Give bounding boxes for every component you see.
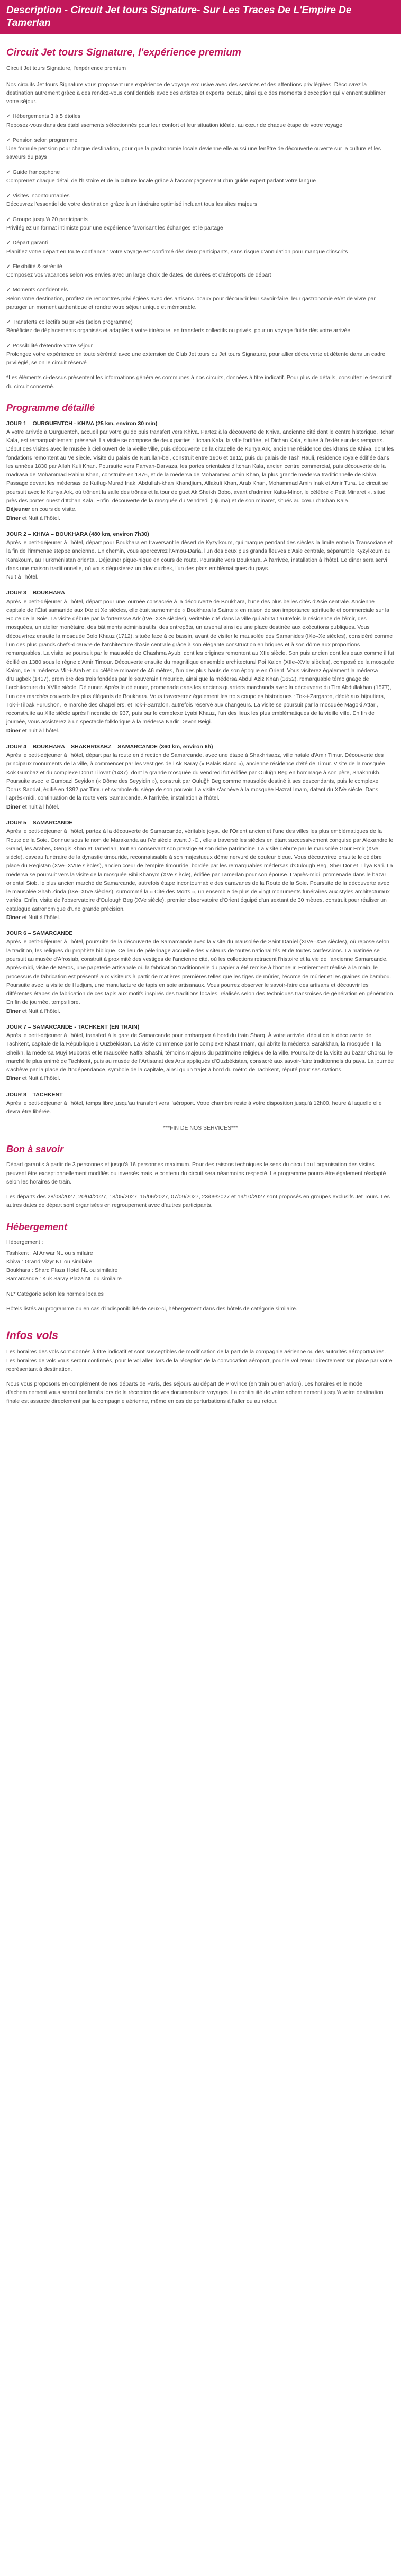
feature-item: [6, 342, 395, 368]
feature-description: Comprenez chaque détail de l'histoire et de la culture locale grâce à l'accompagnement d'un guide expert parlant votre langue: [6, 177, 316, 184]
feature-title: ✓ Hébergements 3 à 5 étoiles: [6, 113, 81, 120]
feature-item: [6, 286, 395, 311]
feature-title: ✓ Flexibilité & sérénité: [6, 263, 62, 270]
feature-title: ✓ Départ garanti: [6, 240, 48, 246]
hebergement-intro: Hébergement :: [6, 1239, 43, 1246]
bon-a-savoir-paragraph: Départ garantis à partir de 3 personnes et jusqu'à 16 personnes maximum. Pour des raisons techniques le sens du circuit ou l'organisation des visites peuvent être exceptionnellement modifiés ou inversés mais le contenu du circuit sera néanmoins respecté. Le programme pourra être également réadapté selon les horaires de train.: [6, 1161, 386, 1185]
feature-title: ✓ Visites incontournables: [6, 192, 70, 199]
day-description: Après le petit-déjeuner à l'hôtel, départ pour une journée consacrée à la découverte de Boukhara, l'une des plus belles cités d'Asie centrale. Ancienne capitale de l'État samanide aux IXe et Xe siècles, elle était surnommée « Boukhara la Sainte » en raison de son importance spirituelle et commerciale sur la Route de la Soie. La visite débute par la forteresse Ark (IVe–XXe siècles), véritable cité dans la ville qui abritait autrefois la résidence de l'émir, des mosquées, un atelier monétaire, des bâtiments administratifs, des entrepôts, un arsenal ainsi qu'une place destinée aux exécutions publiques. Vous découvrirez ensuite la mosquée Bolo Khauz (1712), située face à ce bassin, avant de visiter le mausolée des Samanides (IXe–Xe siècles), considéré comme l'un des plus grands chefs-d'œuvre de l'architecture d'Asie centrale grâce à son élégante construction en briques et à son dôme aux proportions remarquables. La visite se poursuit par le mausolée de Chashma Ayub, dont les origines remontent au XIIe siècle. Son puis ancien dont les eaux comme il fut édifié en 1380 sous le règne d'Amir Timour. Découverte ensuite du magnifique ensemble architectural Poi Kalon (XIIe–XVIe siècles), composé de la mosquée Kalon, de la médersa Mir-i-Arab et du célèbre minaret de 46 mètres, l'un des plus hauts de son époque en Orient. Vous visiterez également la médersa d'Ulugbek (1417), première des trois fondées par le souverain timouride, ainsi que la médersa Abdul Aziz Khan (1652), remarquable témoignage de l'architecture du XVIIe siècle. Déjeuner. Après le déjeuner, promenade dans les anciens quartiers marchands avec la découverte du Tim Abdullakhan (1577), l'un des marchés couverts les plus élégants de Boukhara. Vous traverserez également les trois coupoles historiques : Tok-i-Zargaron, dédié aux bijoutiers, Tok-i-Tilpak Furushon, le marché des chapeliers, et Tok-i-Sarrafon, autrefois réservé aux changeurs. La visite se poursuit par la mosquée Magoki Attari, reconstruite au XIIe siècle après l'incendie de 937, puis par le complexe Lyabi Khauz, l'un des lieux les plus emblématiques de la vieille ville. En fin de journée, vous assisterez à un spectacle folklorique à la médersa Nadir Devon Beigi.: [6, 598, 394, 726]
day-title: JOUR 2 – KHIVA – BOUKHARA (480 km, environ 7h30): [6, 530, 149, 537]
meal-label: Dîner: [6, 914, 21, 921]
hotel-item: Samarcande : Kuk Saray Plaza NL ou similaire: [6, 1276, 122, 1282]
features-note: *Les éléments ci-dessus présentent les informations générales communes à nos circuits, données à titre indicatif. Pour plus de détails, consultez le descriptif du circuit concerné.: [6, 374, 392, 390]
meal-label: Dîner: [6, 727, 21, 734]
day-block: [6, 530, 395, 582]
description-banner: Description - Circuit Jet tours Signature- Sur Les Traces De L'Empire De Tamerlan: [0, 0, 401, 34]
meal-text: et nuit à l'hôtel.: [20, 727, 60, 734]
feature-description: Une formule pension pour chaque destination, pour que la gastronomie locale devienne elle aussi une fenêtre de découverte ouverte sur la culture et les saveurs du pays: [6, 145, 381, 161]
programme-days: [6, 419, 395, 1116]
day-title: JOUR 7 – SAMARCANDE - TACHKENT (EN TRAIN): [6, 1023, 140, 1030]
meal-label: Dîner: [6, 1075, 21, 1082]
meal-line: [6, 514, 395, 522]
hebergement-note-2: Hôtels listés au programme ou en cas d'indisponibilité de ceux-ci, hébergement dans des hôtels de catégorie similaire.: [6, 1305, 298, 1312]
feature-item: [6, 136, 395, 162]
meal-text: et Nuit à l'hôtel.: [20, 914, 60, 921]
page-title: Circuit Jet tours Signature, l'expérience premium: [6, 47, 241, 58]
bon-a-savoir-section: [6, 1160, 395, 1209]
hotel-list: [6, 1249, 395, 1284]
hebergement-title: Hébergement: [6, 1221, 68, 1232]
feature-item: [6, 318, 395, 335]
meal-text: et Nuit à l'hôtel.: [20, 1075, 60, 1082]
day-title: JOUR 5 – SAMARCANDE: [6, 820, 73, 827]
meal-line: [6, 803, 395, 811]
day-block: [6, 819, 395, 922]
feature-description: Privilégiez un format intimiste pour une expérience favorisant les échanges et le partage: [6, 225, 223, 232]
intro-subtitle: Circuit Jet tours Signature, l'expérience premium: [6, 65, 126, 72]
meal-line: [6, 573, 395, 581]
infos-vols-section: [6, 1347, 395, 1406]
day-title: JOUR 1 – OURGUENTCH - KHIVA (25 km, environ 30 min): [6, 420, 158, 427]
meal-label: Dîner: [6, 1007, 21, 1014]
meal-label: Dîner: [6, 515, 21, 521]
day-description: Après le petit-déjeuner à l'hôtel, poursuite de la découverte de Samarcande avec la visite du mausolée de Saint Daniel (XIVe–XVe siècles), où repose selon la tradition, les reliques du prophète biblique. Ce lieu de pèlerinage accueille des visiteurs de toutes nationalités et de toutes confessions. La matinée se poursuit au musée d'Afrosiab, construit à proximité des vestiges de l'ancienne cité, où les collections retracent l'histoire et la vie de l'ancienne Samarcande. Après-midi, visite de Meros, une papeterie artisanale où la fabrication traditionnelle du papier a été remise à l'honneur. Entièrement réalisé à la main, le processus de fabrication est présenté aux visiteurs à partir de matières premières telles que les tiges de mûrier, l'écorce de mûrier et les graines de bambou. Poursuite avec la visite de Hudjum, une manufacture de tapis en soie artisanaux. Vous pourrez observer le savoir-faire des artisans et découvrir les différentes étapes de fabrication de ces tapis aux motifs inspirés des traditions locales, réalisés selon des techniques transmises de génération en génération. En fin de journée, temps libre.: [6, 939, 395, 1006]
day-title: JOUR 4 – BOUKHARA – SHAKHRISABZ – SAMARCANDE (360 km, environ 6h): [6, 743, 213, 750]
hotel-item: Boukhara : Sharq Plaza Hotel NL ou similaire: [6, 1267, 118, 1274]
feature-description: Composez vos vacances selon vos envies avec un large choix de dates, de durées et d'aéroports de départ: [6, 272, 271, 279]
meal-text: et Nuit à l'hôtel.: [20, 1007, 60, 1014]
feature-description: Reposez-vous dans des établissements sélectionnés pour leur confort et leur situation idéale, au cœur de chaque étape de votre voyage: [6, 122, 343, 129]
day-description: Après le petit-déjeuner à l'hôtel, temps libre jusqu'au transfert vers l'aéroport. Votre chambre reste à votre disposition jusqu'à 12h00, heure à laquelle elle devra être libérée.: [6, 1099, 382, 1115]
day-description: Après le petit-déjeuner à l'hôtel, départ par la route en direction de Samarcande, avec une étape à Shakhrisabz, ville natale d'Amir Timur. Découverte des principaux monuments de la ville, à commencer par les vestiges de l'Ak Saray (« Palais Blanc »), ancienne résidence d'été de Timur. Visite de la mosquée Kok Gumbaz et du complexe Dorut Tilovat (1437), dont la grande mosquée du vendredi fut édifiée par Ouluğh Beg en hommage à son père, Shakhrukh. Poursuite avec le Gumbazi Seyidon (« Dôme des Seyyidin »), construit par Ouluğh Beg comme mausolée destiné à ses descendants, puis le complexe Dorus Saodat, édifié en 1392 par Timur et symbole du siège de son pouvoir. La visite s'achève à la mosquée Hazrat Imam, datant du XIVe siècle. Dans l'après-midi, continuation de la route vers Samarcande. À l'arrivée, installation à l'hôtel.: [6, 752, 385, 802]
meal-line: [6, 505, 395, 514]
feature-description: Planifiez votre départ en toute confiance : votre voyage est confirmé dès deux participants, sans risque d'annulation pour manque d'inscrits: [6, 248, 348, 255]
meal-text: et Nuit à l'hôtel.: [20, 515, 60, 521]
meal-line: [6, 1007, 395, 1015]
day-title: JOUR 6 – SAMARCANDE: [6, 930, 73, 937]
feature-item: [6, 239, 395, 256]
day-block: [6, 589, 395, 735]
meal-text: Nuit à l'hôtel.: [6, 574, 39, 581]
feature-title: ✓ Pension selon programme: [6, 136, 78, 143]
content: [0, 34, 401, 1406]
day-title: JOUR 3 – BOUKHARA: [6, 590, 65, 597]
infos-vols-paragraph: Les horaires des vols sont donnés à titre indicatif et sont susceptibles de modification de la part de la compagnie aérienne ou des autorités aéroportuaires. Les horaires de vols vous seront confirmés, pour le vol aller, lors de la réception de la convocation aéroport, pour le vol retour directement sur place par votre représentant à destination.: [6, 1349, 393, 1372]
feature-description: Découvrez l'essentiel de votre destination grâce à un itinéraire optimisé incluant tous les sites majeurs: [6, 201, 258, 208]
feature-title: ✓ Guide francophone: [6, 169, 60, 176]
bon-a-savoir-title: Bon à savoir: [6, 1143, 64, 1154]
feature-item: [6, 191, 395, 209]
feature-item: [6, 168, 395, 186]
day-block: [6, 1023, 395, 1083]
infos-vols-paragraph: Nous vous proposons en complément de nos départs de Paris, des séjours au départ de Province (en train ou en avion). Les horaires et le mode d'acheminement vous seront confirmés lors de la réception de vos documents de voyages. La continuité de votre acheminement jusqu'à votre destination finale est assurée directement par la compagnie aérienne, même en cas de perturbations à l'aller ou au retour.: [6, 1381, 384, 1405]
meal-line: [6, 913, 395, 922]
meal-text: en cours de visite.: [30, 506, 77, 513]
day-title: JOUR 8 – TACHKENT: [6, 1091, 63, 1098]
meal-label: Dîner: [6, 803, 21, 810]
intro-paragraph: Nos circuits Jet tours Signature vous proposent une expérience de voyage exclusive avec des services et des attentions privilégiées. Découvrez la destination autrement grâce à des rendez-vous confidentiels avec des artistes et experts locaux, ainsi que des moments d'exception qui viennent sublimer votre séjour.: [6, 81, 386, 105]
day-block: [6, 929, 395, 1015]
bon-a-savoir-paragraph: Les départs des 28/03/2027, 20/04/2027, 18/05/2027, 15/06/2027, 07/09/2027, 23/09/2027 et 19/10/2027 sont proposés en groupes exclusifs Jet Tours. Les autres dates de départ sont organisées en regroupement avec d'autres participants.: [6, 1194, 390, 1209]
day-block: [6, 742, 395, 811]
feature-description: Bénéficiez de déplacements organisés et adaptés à votre itinéraire, en transferts collectifs ou privés, pour un voyage fluide dès votre arrivée: [6, 327, 351, 334]
day-block: [6, 1090, 395, 1116]
programme-title: Programme détaillé: [6, 402, 95, 413]
day-description: Après le petit-déjeuner à l'hôtel, transfert à la gare de Samarcande pour embarquer à bord du train Sharq. À votre arrivée, début de la découverte de Tachkent, capitale de la République d'Ouzbékistan. La visite commence par le complexe Khast Imam, qui abrite la médersa Barakkhan, la mosquée Tilla Sheikh, la médersa Muyi Muborak et le mausolée Kaffal Shashi, témoins majeurs du patrimoine religieux de la ville. Poursuite de la visite au bazar Chorsu, le marché le plus animé de Tachkent, puis au musée de l'Artisanat des Arts appliqués d'Ouzbékistan, consacré aux savoir-faire traditionnels du pays. La journée s'achève par la place de l'Indépendance, symbole de la capitale, ainsi qu'un trajet à bord du métro de Tachkent, réputé pour ses stations.: [6, 1032, 394, 1074]
day-description: Après le petit-déjeuner à l'hôtel, partez à la découverte de Samarcande, véritable joyau de l'Orient ancien et l'une des villes les plus emblématiques de la Route de la Soie. Connue sous le nom de Marakanda au IVe siècle avant J.-C., elle a traversé les siècles en étant successivement conquise par Alexandre le Grand, les Arabes, Gengis Khan et Tamerlan, tout en conservant son prestige et son riche patrimoine. La visite débute par le mausolée Gour Emir (XVe siècle), caveau funéraire de la dynastie timouride, reconnaissable à son majestueux dôme nervuré de couleur bleue. Vous découvrirez ensuite le célèbre place du Registan (XVe–XVIIe siècles), ancien cœur de l'empire timouride, bordée par les remarquables médersas d'Oulough Beg, Sher Dor et Tillya Kari. La médersa se poursuit vers la visite de la mosquée Bibi Khanym (XVe siècle), édifiée par Tamerlan pour son épouse. L'après-midi, promenade dans le bazar oriental Siob, le plus ancien marché de Samarcande, autrefois étape incontournable des caravanes de la Route de la Soie. Poursuite de la découverte avec le mausolée Shah Zinda (IXe–XIVe siècles), surnommé la « Cité des Morts », un ensemble de plus de vingt monuments funéraires aux styles architecturaux variés. Enfin, visite de l'observatoire d'Oulough Beg (XVe siècle), premier observatoire d'Orient équipé d'un sextant de 30 mètres, construit pour réaliser un catalogue astronomique d'une grande précision.: [6, 828, 394, 912]
hotel-item: Tashkent : Al Anwar NL ou similaire: [6, 1250, 93, 1257]
feature-list: [6, 112, 395, 367]
feature-item: [6, 112, 395, 130]
feature-item: [6, 262, 395, 280]
feature-title: ✓ Groupe jusqu'à 20 participants: [6, 216, 88, 223]
hotel-item: Khiva : Grand Vizyr NL ou similaire: [6, 1258, 93, 1265]
feature-item: [6, 215, 395, 233]
meal-line: [6, 1074, 395, 1083]
feature-description: Prolongez votre expérience en toute sérénité avec une extension de Club Jet tours ou Jet tours Signature, pour allier découverte et détente dans un cadre privilégié, selon le circuit réservé: [6, 351, 386, 366]
meal-label: Déjeuner: [6, 506, 30, 513]
feature-title: ✓ Possibilité d'étendre votre séjour: [6, 342, 93, 349]
day-block: [6, 419, 395, 522]
feature-description: Selon votre destination, profitez de rencontres privilégiées avec des artisans locaux pour découvrir leur savoir-faire, leur gastronomie et/et de vivre par partager un moment authentique et rendre votre séjour unique et mémorable.: [6, 295, 376, 310]
hebergement-note: NL* Catégorie selon les normes locales: [6, 1290, 104, 1297]
feature-title: ✓ Transferts collectifs ou privés (selon programme): [6, 319, 133, 326]
infos-vols-title: Infos vols: [6, 1330, 59, 1342]
end-of-services: ***FIN DE NOS SERVICES***: [163, 1124, 238, 1131]
feature-title: ✓ Moments confidentiels: [6, 287, 68, 294]
meal-text: et nuit à l'hôtel.: [20, 803, 60, 810]
meal-line: [6, 727, 395, 735]
day-description: Après le petit-déjeuner à l'hôtel, départ pour Boukhara en traversant le désert de Kyzylkoum, qui marque pendant des siècles la limite entre la Transoxiane et la fin de l'immense steppe ancienne. En chemin, vous apercevrez l'Amou-Daria, l'un des deux plus grands fleuves d'Asie centrale, séparant le Kyzylkoum du Karakoum, au Turkménistan oriental. Déjeuner pique-nique en cours de route. Poursuite vers Boukhara. À l'arrivée, installation à l'hôtel. Le dîner sera servi dans une maison traditionnelle, où vous dégusterez un plov ouzbek, l'un des plats emblématiques du pays.: [6, 539, 393, 572]
day-description: À votre arrivée à Ourguentch, accueil par votre guide puis transfert vers Khiva. Partez à la découverte de Khiva, ancienne cité dont le centre historique, Itchan Kala, est remarquablement préservé. La visite se compose de deux parties : Itchan Kala, la ville fortifiée, et Dichan Kala, située à l'extérieur des remparts. Début des visites avec le musée à ciel ouvert de la vieille ville, puis découverte de la citadelle de Kunya Ark, ancienne résidence des khans de Khiva, dont les fondations remontent au Ve siècle. Visite du palais de Nurullah-bei, construit entre 1906 et 1912, puis du palais de Tash Hauli, résidence royale édifiée dans les années 1830 par Allah Kuli Khan. Poursuite vers Pahvan-Darvaza, les portes orientales d'Itchan Kala, ancien centre commercial, puis découverte de la madrasa de Mohammad Rahim Khan, construite en 1876, et de la médersa de Mohammed Amin Khan, la plus grande médersa traditionnelle de Khiva. Passage devant les médersas de Kutlug-Murad Inak, Abdullah-khan Khandjium, Allakuli Khan, Arab Khan, Mohammad Amin Inak et Amir Tura. Le circuit se poursuit avec le Kunya Ark, où trônent la salle des trônes et la tour de guet Ak Sheikh Bobo, avant d'admirer Kalta-Minor, le célèbre « Petit Minaret », situé près des portes ouest d'Itchan Kala. Enfin, découverte de la mosquée du Vendredi (Djuma) et de son minaret, situés au cœur d'Itchan Kala.: [6, 428, 395, 504]
